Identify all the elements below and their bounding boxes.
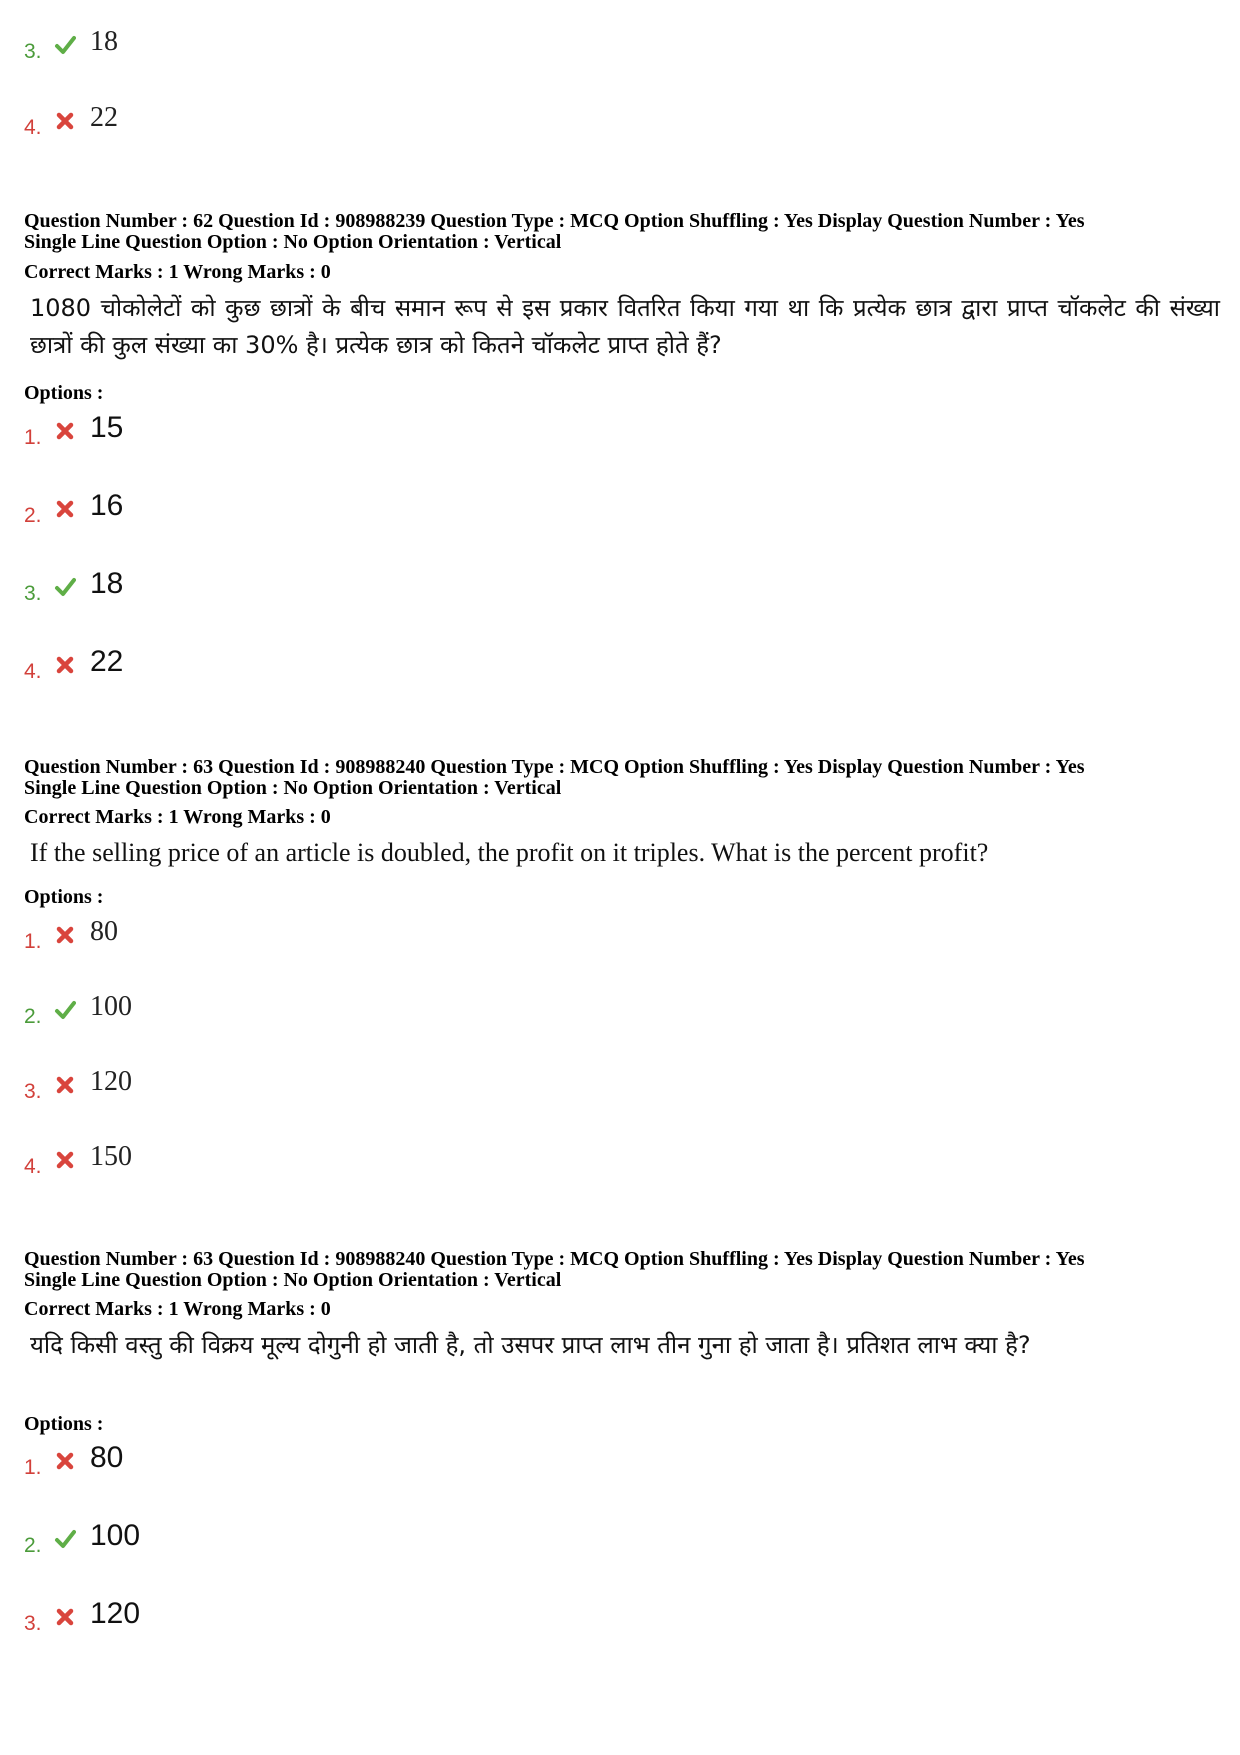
question-settings: Single Line Question Option : No Option Orientation : Vertical xyxy=(24,231,562,253)
question-settings: Single Line Question Option : No Option Orientation : Vertical xyxy=(24,1269,562,1291)
question-text: यदि किसी वस्तु की विक्रय मूल्य दोगुनी हो जाती है, तो उसपर प्राप्त लाभ तीन गुना हो जाता है। प्रतिशत लाभ क्या है? xyxy=(30,1331,1031,1359)
option-number: 3. xyxy=(24,40,42,63)
cross-icon xyxy=(54,654,76,676)
option-number: 1. xyxy=(24,1456,42,1479)
option-value: 120 xyxy=(90,1066,132,1097)
option-number: 2. xyxy=(24,1534,42,1557)
option-value: 80 xyxy=(90,1441,124,1474)
option-value: 18 xyxy=(90,26,118,57)
option-number: 3. xyxy=(24,582,42,605)
option-number: 1. xyxy=(24,930,42,953)
question-meta: Question Number : 63 Question Id : 908988240 Question Type : MCQ Option Shuffling : Yes Display Question Number : Yes xyxy=(24,756,1085,778)
cross-icon xyxy=(54,498,76,520)
cross-icon xyxy=(54,1149,76,1171)
option-number: 2. xyxy=(24,1005,42,1028)
cross-icon xyxy=(54,110,76,132)
options-label: Options : xyxy=(24,382,104,404)
cross-icon xyxy=(54,1450,76,1472)
option-value: 16 xyxy=(90,489,124,522)
option-value: 120 xyxy=(90,1597,141,1630)
question-settings: Single Line Question Option : No Option Orientation : Vertical xyxy=(24,777,562,799)
question-meta: Question Number : 62 Question Id : 908988239 Question Type : MCQ Option Shuffling : Yes Display Question Number : Yes xyxy=(24,210,1085,232)
question-text: If the selling price of an article is doubled, the profit on it triples. What is the percent profit? xyxy=(30,838,989,867)
question-meta: Question Number : 63 Question Id : 908988240 Question Type : MCQ Option Shuffling : Yes Display Question Number : Yes xyxy=(24,1248,1085,1270)
option-value: 150 xyxy=(90,1141,132,1172)
check-icon xyxy=(54,1528,76,1550)
option-number: 1. xyxy=(24,426,42,449)
cross-icon xyxy=(54,1074,76,1096)
option-number: 3. xyxy=(24,1612,42,1635)
option-number: 4. xyxy=(24,1155,42,1178)
option-value: 22 xyxy=(90,645,124,678)
check-icon xyxy=(54,576,76,598)
option-number: 4. xyxy=(24,660,42,683)
option-value: 15 xyxy=(90,411,124,444)
question-marks: Correct Marks : 1 Wrong Marks : 0 xyxy=(24,261,331,283)
options-label: Options : xyxy=(24,1413,104,1435)
option-value: 18 xyxy=(90,567,124,600)
question-marks: Correct Marks : 1 Wrong Marks : 0 xyxy=(24,1298,331,1320)
cross-icon xyxy=(54,1606,76,1628)
check-icon xyxy=(54,34,76,56)
option-value: 100 xyxy=(90,991,132,1022)
option-value: 100 xyxy=(90,1519,141,1552)
option-number: 3. xyxy=(24,1080,42,1103)
cross-icon xyxy=(54,420,76,442)
option-number: 2. xyxy=(24,504,42,527)
options-label: Options : xyxy=(24,886,104,908)
question-text: 1080 चोकोलेटों को कुछ छात्रों के बीच समान रूप से इस प्रकार वितरित किया गया था कि प्रत्येक छात्र द्वारा प्राप्त चॉकलेट की संख्या छात्रों की कुल संख्या का 30% है। प्रत्येक छात्र को कितने चॉकलेट प्राप्त होते हैं? xyxy=(30,294,1220,359)
option-value: 22 xyxy=(90,102,118,133)
check-icon xyxy=(54,999,76,1021)
option-number: 4. xyxy=(24,116,42,139)
option-value: 80 xyxy=(90,916,118,947)
question-marks: Correct Marks : 1 Wrong Marks : 0 xyxy=(24,806,331,828)
cross-icon xyxy=(54,924,76,946)
